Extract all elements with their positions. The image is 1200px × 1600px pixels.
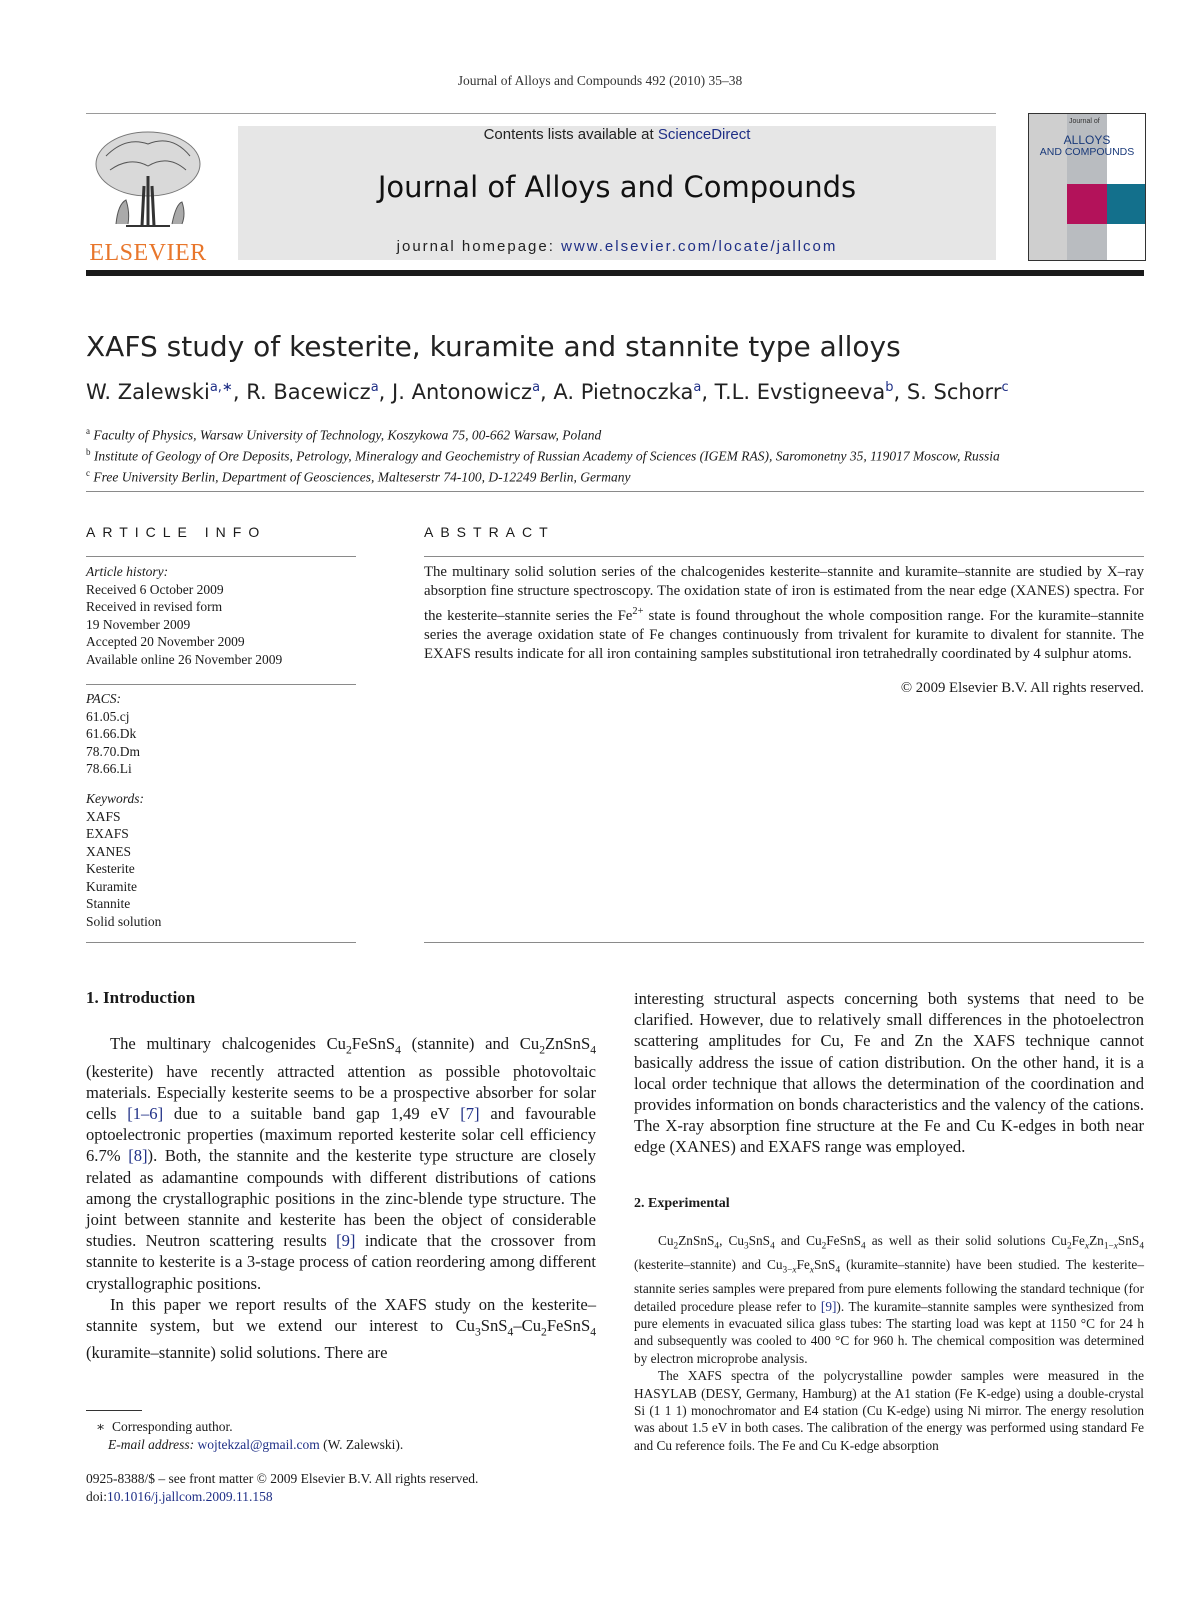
citation-link[interactable]: [7] — [460, 1103, 480, 1123]
abstract-part: state is found throughout the whole composition range. For the kuramite–stannite series the average oxidation state of Fe changes continuously from trivalent for kuramite to divalent for stannite. The EXAFS results indicate for all iron containing samples substitutional iron tetrahedrally coordinated by 4 sulphur atoms. — [424, 607, 1144, 663]
corresponding-author-footnote — [86, 1418, 606, 1454]
affiliation-item — [86, 423, 1144, 444]
abstract-copyright: © 2009 Elsevier B.V. All rights reserved. — [900, 680, 1144, 696]
affiliation-text: Faculty of Physics, Warsaw University of Technology, Koszykowa 75, 00-662 Warsaw, Poland — [93, 427, 602, 443]
contents-prefix: Contents lists available at — [483, 126, 658, 143]
abstract-superscript: 2+ — [632, 605, 644, 617]
journal-homepage — [238, 238, 996, 255]
introduction-body — [86, 1033, 596, 1364]
author-name: S. Schorr — [906, 380, 1002, 404]
paragraph: In this paper we report results of the XAFS study on the kesterite–stannite system, but we extend our interest to $Cu_3SnS_4-Cu_2FeSnS_4$ (kuramite–stannite) solid solutions. There are — [86, 1294, 596, 1363]
doi-prefix: doi: — [86, 1489, 108, 1504]
cover-journal-small: Journal of — [1069, 118, 1100, 125]
author-name: R. Bacewicz — [246, 380, 371, 404]
article-title: XAFS study of kesterite, kuramite and stannite type alloys — [86, 330, 901, 363]
contents-line — [238, 126, 996, 143]
email-label: E-mail address: — [108, 1437, 198, 1452]
cover-teal-block — [1107, 184, 1145, 224]
history-item: 19 November 2009 — [86, 616, 191, 632]
keyword-item: Solid solution — [86, 913, 162, 929]
affiliation-text: Free University Berlin, Department of Geosciences, Malteserstr 74-100, D-12249 Berlin, Germany — [93, 469, 631, 485]
section-heading-experimental: 2. Experimental — [634, 1196, 730, 1211]
email-link[interactable]: wojtekzal@gmail.com — [197, 1437, 320, 1452]
pacs-list — [86, 690, 356, 778]
abstract-text — [424, 563, 1144, 664]
author-affil-mark[interactable]: b — [885, 380, 894, 395]
affiliation-item — [86, 465, 1144, 486]
abstract-rule — [424, 556, 1144, 557]
history-item: Received 6 October 2009 — [86, 581, 224, 597]
citation-link[interactable]: [1–6] — [127, 1103, 164, 1123]
doi-link[interactable]: 10.1016/j.jallcom.2009.11.158 — [107, 1489, 273, 1504]
keyword-item: Kuramite — [86, 878, 137, 894]
pacs-label: PACS: — [86, 691, 122, 706]
banner-thick-rule — [86, 270, 1144, 276]
header-rule — [86, 113, 996, 114]
author-affil-mark[interactable]: a — [532, 380, 541, 395]
article-history — [86, 563, 356, 668]
keyword-item: EXAFS — [86, 826, 129, 841]
cover-and-compounds: AND COMPOUNDS — [1039, 146, 1135, 158]
paragraph: $Cu_2ZnSnS_4$, $Cu_3SnS_4$ and $Cu_2FeSnS_4$ as well as their solid solutions $Cu_2Fe_xZn_{1-x}SnS_4$ (kesterite–stannite) and $Cu_{3-x}Fe_xSnS_4$ (kuramite–stannite) have been studied. The kesterite–stannite series samples were prepared from pure elements following the standard technique (for detailed procedure please refer to [9]). The kuramite–stannite samples were synthesized from pure elements in evacuated silica glass tubes: The starting load was kept at 1150 °C for 24 h and subsequently was cooled to 400 °C for 960 h. The chemical composition was determined by electron microprobe analysis. — [634, 1233, 1145, 1366]
sciencedirect-link[interactable]: ScienceDirect — [657, 126, 751, 143]
author-name: J. Antonowicz — [392, 380, 533, 404]
author-name: T.L. Evstigneeva — [714, 380, 886, 404]
author-name: W. Zalewski — [86, 380, 210, 404]
author-affil-mark[interactable]: c — [1001, 380, 1009, 395]
affiliation-item — [86, 444, 1144, 465]
cover-magenta-block — [1067, 184, 1107, 224]
citation-link[interactable]: [8] — [128, 1146, 148, 1166]
email-owner: (W. Zalewski). — [319, 1437, 404, 1452]
affiliation-key: b — [86, 447, 91, 457]
article-info-rule — [86, 684, 356, 685]
history-item: Received in revised form — [86, 599, 223, 614]
cover-alloys: ALLOYS — [1063, 133, 1111, 147]
citation-link[interactable]: [9] — [336, 1231, 356, 1251]
author-list: W. Zalewski$^{a,∗}$, R. Bacewicz$^a$, J. Antonowicz$^a$, A. Pietnoczka$^a$, T.L. Evstigneeva$^b$, S. Schorr$^c$ — [86, 380, 1009, 404]
journal-cover-thumbnail[interactable] — [1028, 113, 1146, 261]
pacs-item: 78.70.Dm — [86, 743, 140, 759]
homepage-prefix: journal homepage: — [396, 238, 562, 255]
doi-line — [86, 1488, 686, 1506]
elsevier-wordmark: ELSEVIER — [89, 240, 207, 266]
footnote-rule — [86, 1410, 142, 1411]
abstract-bottom-rule — [424, 942, 1144, 943]
pacs-item: 61.05.cj — [86, 708, 130, 724]
history-item: Available online 26 November 2009 — [86, 651, 283, 667]
footnote-corresponding: Corresponding author. — [111, 1419, 233, 1434]
keywords-label: Keywords: — [86, 791, 144, 806]
history-item: Accepted 20 November 2009 — [86, 634, 245, 649]
paragraph: The XAFS spectra of the polycrystalline powder samples were measured in the HASYLAB (DESY, Germany, Hamburg) at the A1 station (Fe K-edge) using a double-crystal Si (1 1 1) monochromator and E4 station (Cu K-edge) using Ni mirror. The energy resolution was about 1.5 eV in both cases. The calibration of the energy was performed using standard Fe and Cu reference foils. The Fe and Cu K-edge absorption — [634, 1368, 1144, 1453]
homepage-link[interactable]: www.elsevier.com/locate/jallcom — [561, 238, 838, 255]
affiliation-text: Institute of Geology of Ore Deposits, Petrology, Mineralogy and Geochemistry of Russian Academy of Sciences (IGEM RAS), Saromonetny 35, 119017 Moscow, Russia — [93, 448, 1000, 464]
journal-title: Journal of Alloys and Compounds — [377, 170, 857, 204]
author-affil-mark[interactable]: a — [370, 380, 379, 395]
citation-link[interactable]: [9] — [820, 1298, 837, 1314]
issn-line: 0925-8388/$ – see front matter © 2009 Elsevier B.V. All rights reserved. — [86, 1471, 479, 1486]
author-affil-mark[interactable]: a — [693, 380, 702, 395]
paragraph: The multinary chalcogenides $Cu_2FeSnS_4$ (stannite) and $Cu_2ZnSnS_4$ (kesterite) have recently attracted attention as possible photovoltaic materials. Especially kesterite seems to be a prospective absorber for solar cells [1–6] due to a suitable band gap 1,49 eV [7] and favourable optoelectronic properties (maximum reported kesterite solar cell efficiency 6.7% [8]). Both, the stannite and the kesterite type structure are closely related as adamantine compounds with different distributions of cations among the crystallographic positions in the zinc-blende type structure. The joint between stannite and kesterite has been the object of considerable studies. Neutron scattering results [9] indicate that the crossover from stannite to kesterite is a 3-stage process of cation reordering among different crystallographic positions. — [86, 1034, 597, 1293]
title-rule — [86, 491, 1144, 492]
keywords-list — [86, 790, 356, 930]
footnote-email-line — [86, 1436, 606, 1454]
keyword-item: XAFS — [86, 808, 121, 824]
history-label: Article history: — [86, 564, 169, 579]
affiliation-key: a — [86, 426, 90, 436]
author-name: A. Pietnoczka — [553, 380, 694, 404]
elsevier-tree-icon — [86, 126, 210, 238]
article-info-rule — [86, 556, 356, 557]
introduction-continued — [634, 988, 1144, 1158]
pacs-item: 78.66.Li — [86, 761, 132, 776]
abstract-heading: ABSTRACT — [424, 524, 555, 540]
affiliation-key: c — [86, 468, 90, 478]
keyword-item: Stannite — [86, 896, 131, 911]
article-info-heading: ARTICLE INFO — [86, 524, 267, 540]
section-heading-introduction: 1. Introduction — [86, 988, 196, 1007]
paragraph: interesting structural aspects concerning both systems that need to be clarified. However, due to relatively small differences in the photoelectron scattering amplitudes for Cu, Fe and Zn the XAFS technique cannot basically address the issue of cation distribution. On the other hand, it is a local order technique that allows the determination of the coordination and provides information on bonds characteristics and the valency of the cations. The X-ray absorption fine structure at the Fe and Cu K-edges in both near edge (XANES) and EXAFS range was employed. — [634, 989, 1144, 1157]
article-info-bottom-rule — [86, 942, 356, 943]
author-affil-mark[interactable]: a,∗ — [209, 380, 233, 395]
footnote-line — [86, 1418, 606, 1436]
pacs-item: 61.66.Dk — [86, 726, 137, 741]
footnote-star: ∗ — [96, 1419, 106, 1434]
running-head: Journal of Alloys and Compounds 492 (2010) 35–38 — [457, 73, 743, 88]
front-matter — [86, 1470, 686, 1506]
affiliations — [86, 423, 1144, 486]
abstract-part: The multinary solid solution series of the chalcogenides kesterite–stannite and kuramite–stannite are studied by X–ray absorption fine structure spectroscopy. The oxidation state of iron is estimated from the near edge (XANES) spectra. For the kesterite–stannite series the Fe — [424, 564, 1144, 624]
experimental-body — [634, 1232, 1144, 1454]
keyword-item: XANES — [86, 843, 132, 859]
keyword-item: Kesterite — [86, 861, 135, 876]
